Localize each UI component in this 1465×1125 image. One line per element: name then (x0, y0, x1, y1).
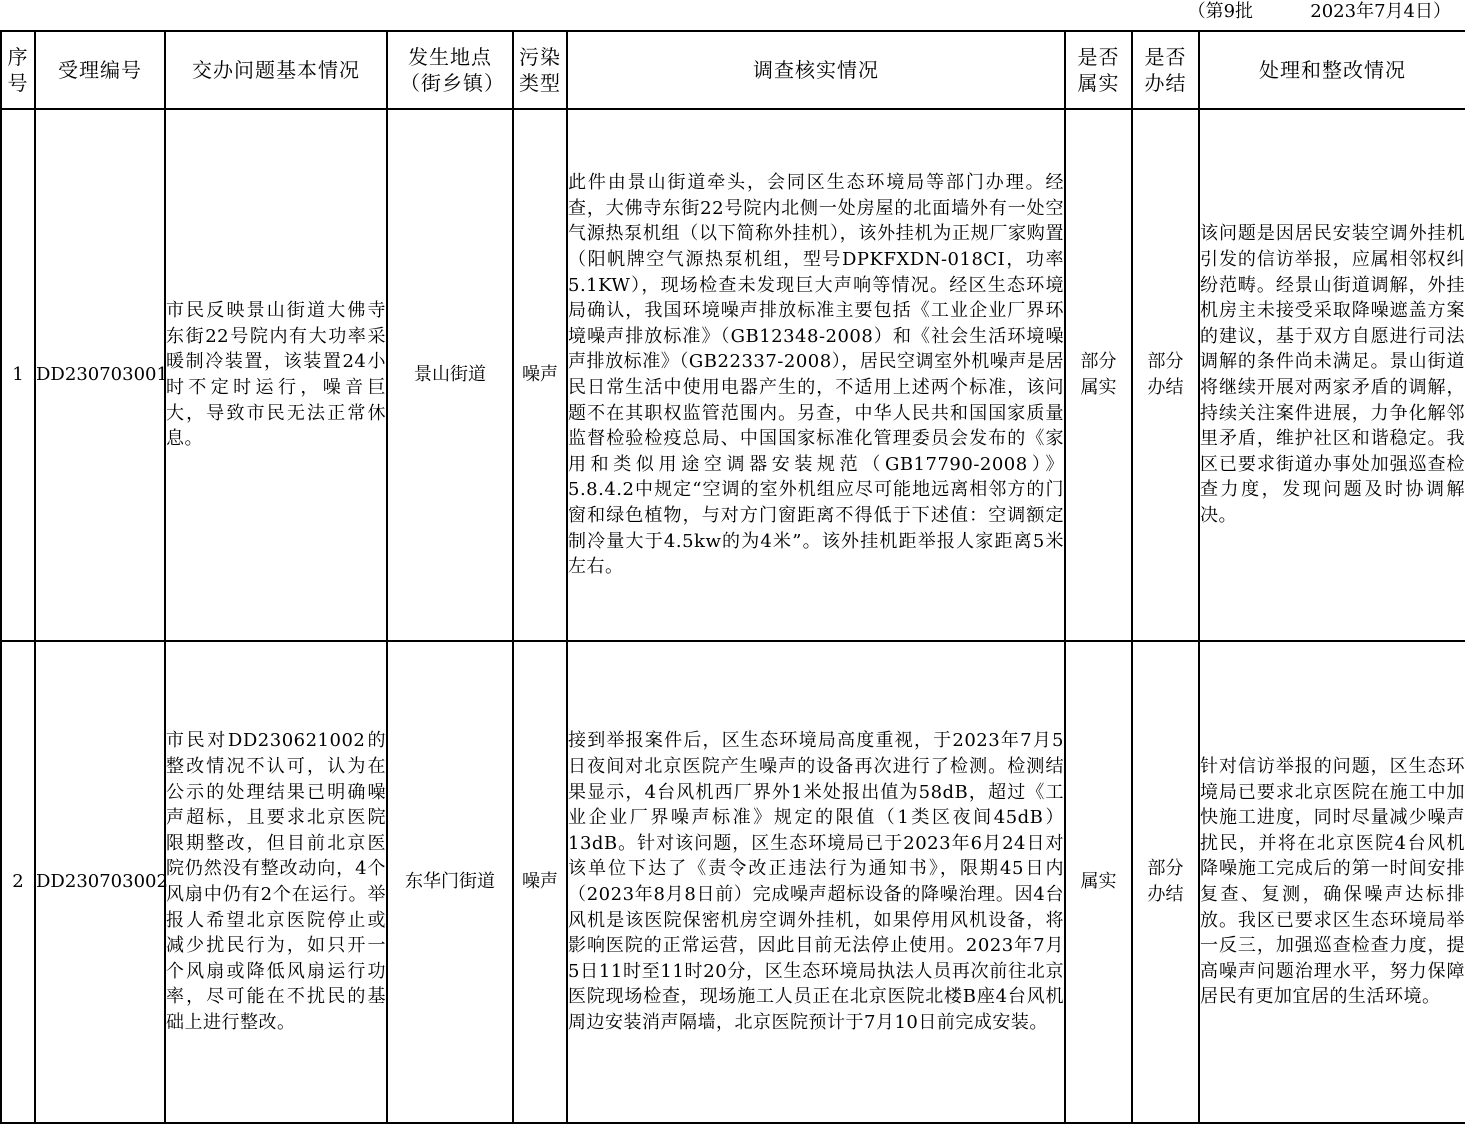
row-handling: 该问题是因居民安装空调外挂机引发的信访举报，应属相邻权纠纷范畴。经景山街道调解，外挂机房主未接受采取降噪遮盖方案的建议，基于双方自愿进行司法调解的条件尚未满足。景山街道将继续开展对两家矛盾的调解，持续关注案件进展，力争化解邻里矛盾，维护社区和谐稳定。我区已要求街道办事处加强巡查检查力度，发现问题及时协调解决。 (1199, 109, 1465, 641)
row-investigation: 此件由景山街道牵头，会同区生态环境局等部门办理。经查，大佛寺东街22号院内北侧一处房屋的北面墙外有一处空气源热泵机组（以下简称外挂机），该外挂机为正规厂家购置（阳帆牌空气源热泵机组，型号DPKFXDN-018CI，功率5.1KW），现场检查未发现巨大声响等情况。经区生态环境局确认，我国环境噪声排放标准主要包括《工业企业厂界环境噪声排放标准》（GB12348-2008）和《社会生活环境噪声排放标准》（GB22337-2008），居民空调室外机噪声是居民日常生活中使用电器产生的，不适用上述两个标准，该问题不在其职权监管范围内。另查，中华人民共和国国家质量监督检验检疫总局、中国国家标准化管理委员会发布的《家用和类似用途空调器安装规范（GB17790-2008）》5.8.4.2中规定“空调的室外机组应尽可能地远离相邻方的门窗和绿色植物，与对方门窗距离不得低于下述值：空调额定制冷量大于4.5kw的为4米”。该外挂机距举报人家距离5米左右。 (567, 109, 1065, 641)
table-header-row (1, 31, 1465, 109)
row-is-true: 属实 (1065, 641, 1132, 1123)
header-issue: 交办问题基本情况 (165, 31, 387, 109)
row-pollution: 噪声 (513, 641, 567, 1123)
complaint-table (0, 30, 1465, 1124)
header-handling: 处理和整改情况 (1199, 31, 1465, 109)
row-investigation: 接到举报案件后，区生态环境局高度重视，于2023年7月5日夜间对北京医院产生噪声的设备再次进行了检测。检测结果显示，4台风机西厂界外1米处报出值为58dB，超过《工业企业厂界噪声标准》规定的限值（1类区夜间45dB）13dB。针对该问题，区生态环境局已于2023年6月24日对该单位下达了《责令改正违法行为通知书》，限期45日内（2023年8月8日前）完成噪声超标设备的降噪治理。因4台风机是该医院保密机房空调外挂机，如果停用风机设备，将影响医院的正常运营，因此目前无法停止使用。2023年7月5日11时至11时20分，区生态环境局执法人员再次前往北京医院现场检查，现场施工人员正在北京医院北楼B座4台风机周边安装消声隔墙，北京医院预计于7月10日前完成安装。 (567, 641, 1065, 1123)
table-row (1, 109, 1465, 641)
table-row (1, 641, 1465, 1123)
header-is-closed: 是否办结 (1132, 31, 1199, 109)
header-location: 发生地点（街乡镇） (387, 31, 513, 109)
row-handling: 针对信访举报的问题，区生态环境局已要求北京医院在施工中加快施工进度，同时尽量减少噪声扰民，并将在北京医院4台风机降噪施工完成后的第一时间安排复查、复测，确保噪声达标排放。我区已要求区生态环境局举一反三，加强巡查检查力度，提高噪声问题治理水平，努力保障居民有更加宜居的生活环境。 (1199, 641, 1465, 1123)
row-seq: 1 (1, 109, 35, 641)
row-code: DD230703002 (35, 641, 165, 1123)
row-issue: 市民对DD230621002的整改情况不认可，认为在公示的处理结果已明确噪声超标，且要求北京医院限期整改，但目前北京医院仍然没有整改动向，4个风扇中仍有2个在运行。举报人希望北京医院停止或减少扰民行为，如只开一个风扇或降低风扇运行功率，尽可能在不扰民的基础上进行整改。 (165, 641, 387, 1123)
header-is-true: 是否属实 (1065, 31, 1132, 109)
row-seq: 2 (1, 641, 35, 1123)
row-is-closed: 部分办结 (1132, 109, 1199, 641)
row-pollution: 噪声 (513, 109, 567, 641)
row-location: 景山街道 (387, 109, 513, 641)
header-code: 受理编号 (35, 31, 165, 109)
header-pollution: 污染类型 (513, 31, 567, 109)
row-issue: 市民反映景山街道大佛寺东街22号院内有大功率采暖制冷装置，该装置24小时不定时运行，噪音巨大，导致市民无法正常休息。 (165, 109, 387, 641)
header-seq: 序号 (1, 31, 35, 109)
row-code: DD230703001 (35, 109, 165, 641)
row-location: 东华门街道 (387, 641, 513, 1123)
header-investigation: 调查核实情况 (567, 31, 1065, 109)
row-is-true: 部分属实 (1065, 109, 1132, 641)
batch-info: （第9批 2023年7月4日） (1187, 1, 1451, 22)
row-is-closed: 部分办结 (1132, 641, 1199, 1123)
